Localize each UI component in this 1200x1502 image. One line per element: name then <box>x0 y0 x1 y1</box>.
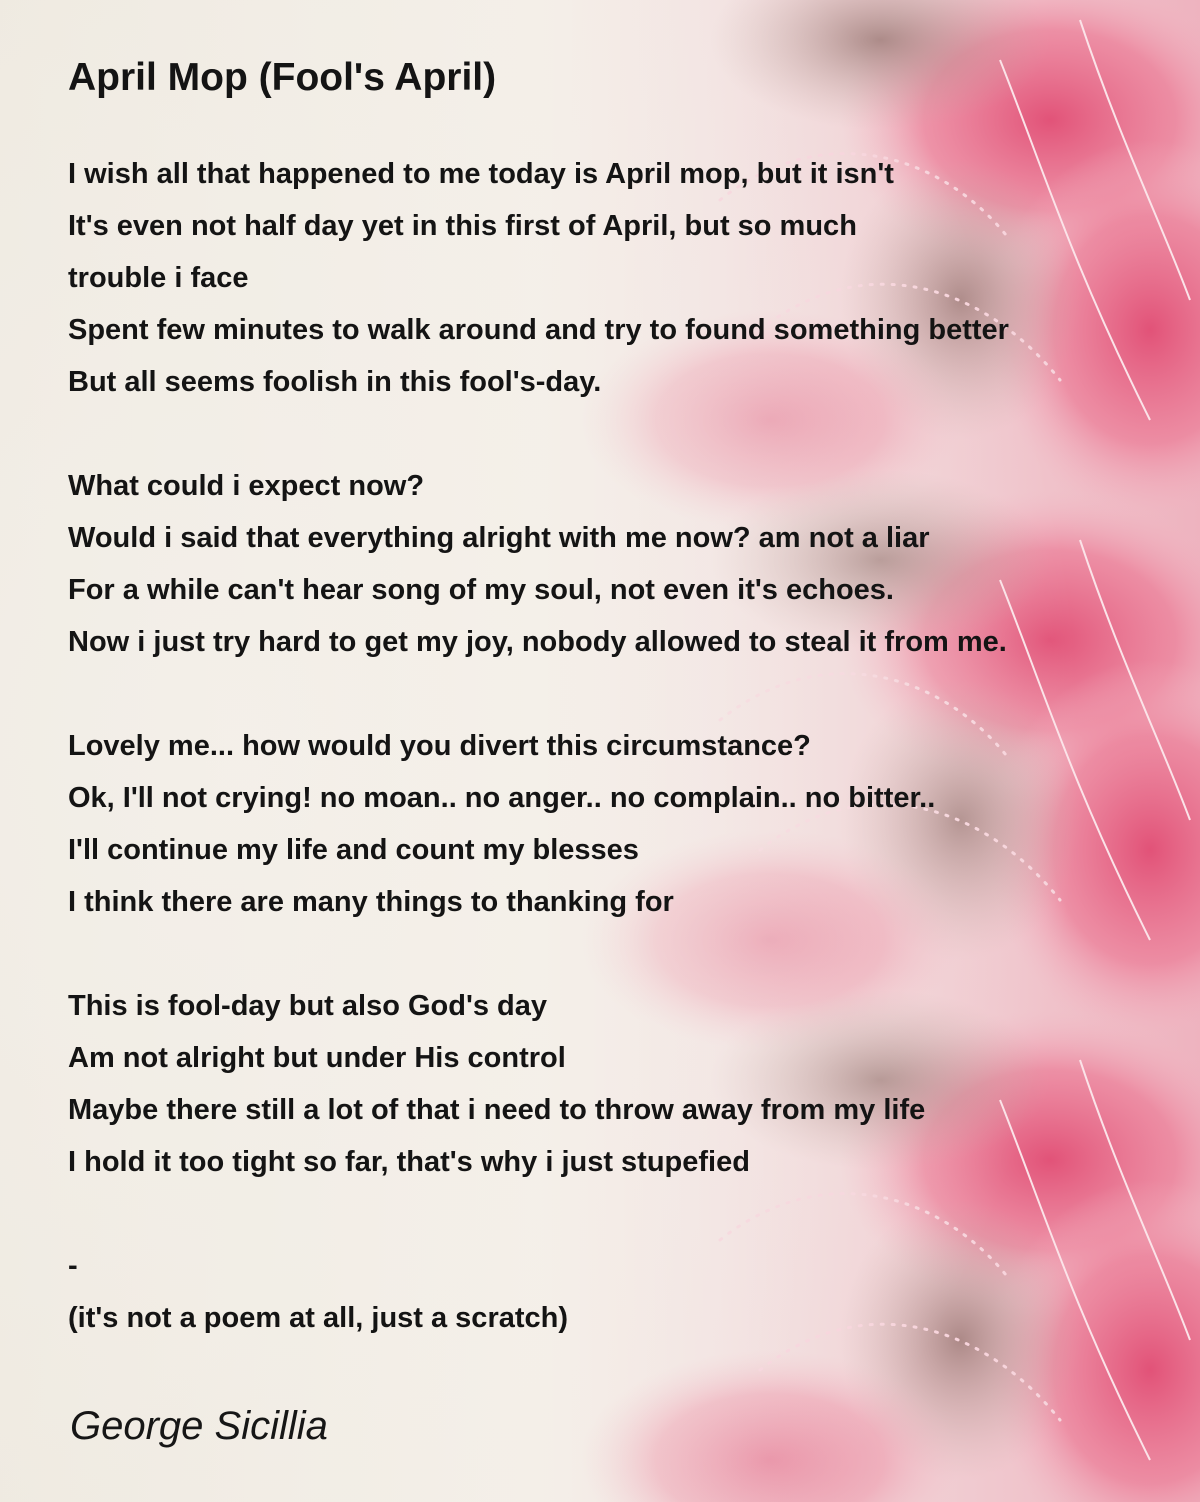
stanza-break <box>68 928 1009 980</box>
poem-line: It's even not half day yet in this first of April, but so much <box>68 210 857 242</box>
poem-title: April Mop (Fool's April) <box>68 56 497 99</box>
poem-line: Ok, I'll not crying! no moan.. no anger.. no complain.. no bitter.. <box>68 782 936 814</box>
stanza-break <box>68 668 1009 720</box>
poem-line: I wish all that happened to me today is April mop, but it isn't <box>68 158 894 190</box>
poem-author: George Sicillia <box>70 1404 328 1448</box>
poem-line: I think there are many things to thanking for <box>68 886 674 918</box>
poem-line: For a while can't hear song of my soul, not even it's echoes. <box>68 574 894 606</box>
poem-line: What could i expect now? <box>68 470 425 502</box>
poem-line: Would i said that everything alright with me now? am not a liar <box>68 522 930 554</box>
poem-line: - <box>68 1250 78 1282</box>
poem-line: This is fool-day but also God's day <box>68 990 548 1022</box>
poem-line: I'll continue my life and count my blesses <box>68 834 639 866</box>
poem-line: trouble i face <box>68 262 249 294</box>
poem-line: Lovely me... how would you divert this circumstance? <box>68 730 811 762</box>
poem-line: (it's not a poem at all, just a scratch) <box>68 1302 569 1334</box>
poem-line: Spent few minutes to walk around and try to found something better <box>68 314 1009 346</box>
poem-line: I hold it too tight so far, that's why i just stupefied <box>68 1146 750 1178</box>
poem-line: Am not alright but under His control <box>68 1042 566 1074</box>
poem-body <box>68 148 1009 1344</box>
stanza-break <box>68 408 1009 460</box>
poem-line: Maybe there still a lot of that i need to throw away from my life <box>68 1094 926 1126</box>
poem-line: Now i just try hard to get my joy, nobody allowed to steal it from me. <box>68 626 1007 658</box>
poem-line: But all seems foolish in this fool's-day. <box>68 366 602 398</box>
stanza-break <box>68 1188 1009 1240</box>
